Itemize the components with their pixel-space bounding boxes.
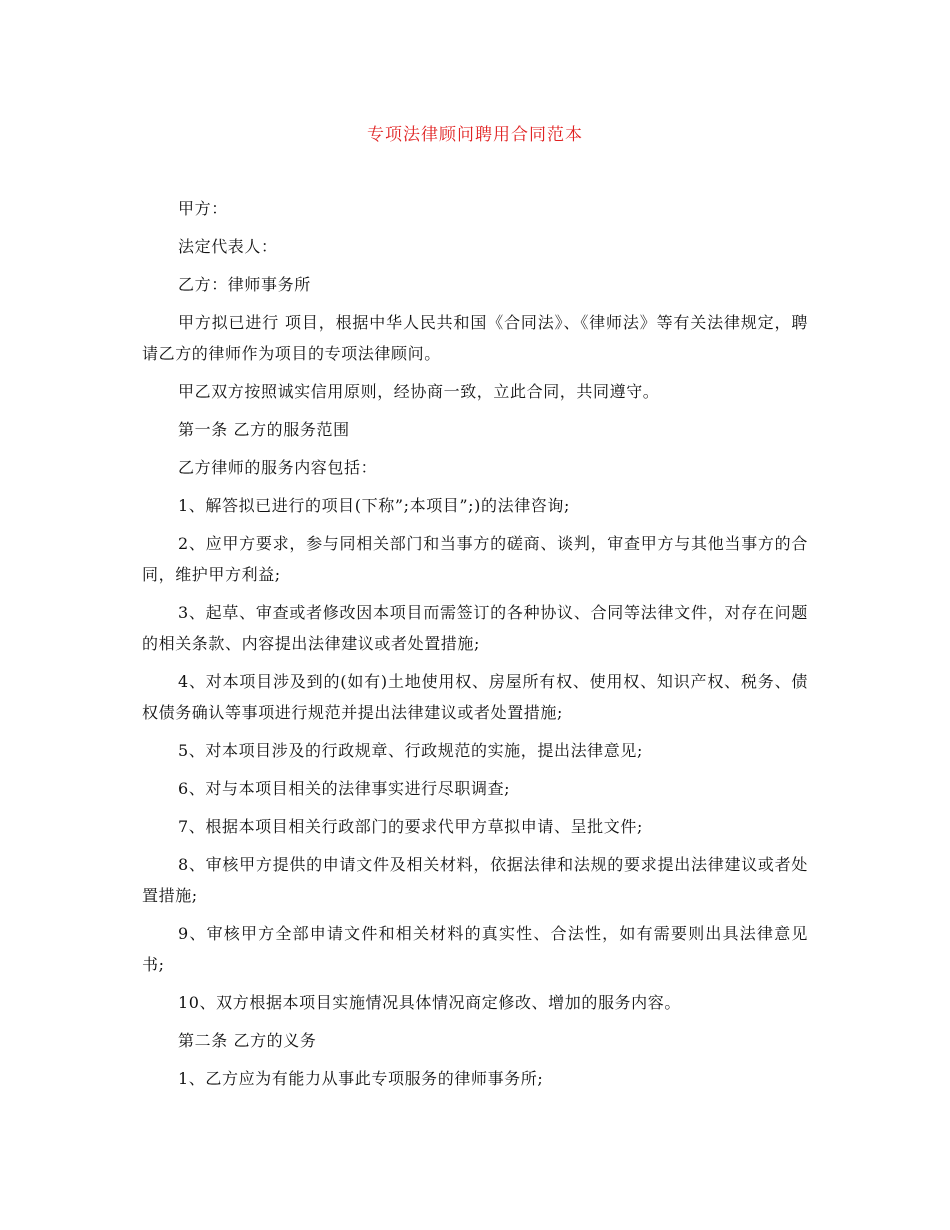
service-item-7: 7、根据本项目相关行政部门的要求代甲方草拟申请、呈批文件;	[178, 817, 643, 836]
article-1-heading: 第一条 乙方的服务范围	[178, 420, 350, 439]
service-item-6: 6、对与本项目相关的法律事实进行尽职调查;	[178, 779, 511, 798]
article-2-heading: 第二条 乙方的义务	[178, 1031, 317, 1050]
paragraph-agreement: 甲乙双方按照诚实信用原则，经协商一致，立此合同，共同遵守。	[178, 382, 660, 401]
obligation-item-1: 1、乙方应为有能力从事此专项服务的律师事务所;	[178, 1069, 544, 1088]
service-item-10: 10、双方根据本项目实施情况具体情况商定修改、增加的服务内容。	[178, 993, 681, 1012]
service-item-3: 3、起草、审查或者修改因本项目而需签订的各种协议、合同等法律文件，对存在问题的相关条款、内容提出法律建议或者处置措施;	[142, 603, 808, 653]
service-item-1: 1、解答拟已进行的项目(下称”;本项目”;)的法律咨询;	[178, 496, 570, 515]
paragraph-preamble: 甲方拟已进行 项目，根据中华人民共和国《合同法》、《律师法》等有关法律规定，聘请乙方的律师作为项目的专项法律顾问。	[142, 313, 808, 363]
paragraph-service-intro: 乙方律师的服务内容包括：	[178, 458, 378, 477]
service-item-5: 5、对本项目涉及的行政规章、行政规范的实施，提出法律意见;	[178, 741, 643, 760]
paragraph-party-b: 乙方：律师事务所	[178, 275, 311, 294]
document-body	[142, 193, 808, 1101]
service-item-2: 2、应甲方要求，参与同相关部门和当事方的磋商、谈判，审查甲方与其他当事方的合同，维护甲方利益;	[142, 534, 808, 584]
service-item-8: 8、审核甲方提供的申请文件及相关材料，依据法律和法规的要求提出法律建议或者处置措施;	[142, 855, 808, 905]
paragraph-legal-representative: 法定代表人：	[178, 237, 278, 256]
service-item-9: 9、审核甲方全部申请文件和相关材料的真实性、合法性，如有需要则出具法律意见书;	[142, 924, 808, 974]
service-item-4: 4、对本项目涉及到的(如有)土地使用权、房屋所有权、使用权、知识产权、税务、债权债务确认等事项进行规范并提出法律建议或者处置措施;	[142, 672, 808, 722]
paragraph-party-a: 甲方：	[178, 199, 228, 218]
document-title: 专项法律顾问聘用合同范本	[367, 125, 583, 145]
